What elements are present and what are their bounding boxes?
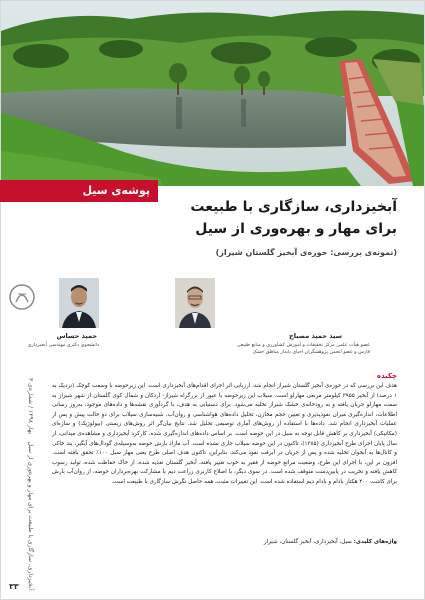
author-1-role-line-2: فارس و عضو انجمن پژوهشگران احیای پایدار مناطق خشک — [252, 350, 370, 355]
side-title: آبخیزداری، سازگاری با طبیعت برای مهار و بهره‌وری از سیل — [27, 441, 34, 590]
section-label: پوشه‌ی سیل — [0, 180, 158, 202]
author-1-name: سید حمید مصباح — [289, 332, 342, 340]
journal-logo-icon — [8, 282, 36, 312]
author-1-photo — [175, 278, 215, 328]
author-2-role: دانشجوی دکتری مهندسی آبخیزداری — [27, 343, 99, 348]
hero-photo — [1, 1, 424, 186]
page-number: ۳۳ — [9, 582, 19, 591]
keywords — [52, 539, 397, 545]
author-1-role-line-1: عضو هیأت علمی مرکز تحقیقات و آموزش کشاورزی و منابع طبیعی — [236, 343, 370, 348]
side-running-title — [10, 320, 34, 590]
article-subtitle: (نمونه‌ی بررسی: حوزه‌ی آبخیز گلستان شیراز) — [215, 248, 397, 257]
title-line-2: برای مهار و بهره‌وری از سیل — [195, 221, 397, 237]
abstract — [52, 372, 397, 488]
side-issue: بهار ۱۳۹۸ / شماره‌ی ۳ — [27, 377, 34, 434]
keywords-label: واژه‌های کلیدی: — [353, 539, 397, 545]
title-line-1: آبخیزداری، سازگاری با طبیعت — [190, 199, 397, 215]
author-2-name: حمید حساس — [56, 332, 97, 340]
author-1 — [195, 278, 370, 355]
author-2 — [27, 278, 145, 348]
author-2-photo — [59, 278, 99, 328]
abstract-body: هدف این بررسی که در حوزه‌ی آبخیز گلستان شیراز انجام شد، ارزیابی اثر اجرای اقدام‌های آبخیزداری است. این زیرحوضه با وسعت کوچک (نزدیک به ۱ درصد) از آبخیز ۳۹۵۵ کیلومتر مربعی مهارلو است. سیلاب این زیرحوضه با عبور از بزرگراه شیراز- اردکان و شمال کوی گلستان از شهر شیراز به سمت مهارلو جریان یافته و به رودخانه‌ی خشک شیراز تخلیه می‌شود. برای دستیابی به هدف، با گردآوری نقشه‌ها و داده‌های موجود، به‌روز رسانی اطلاعات، اندازه‌گیری میزان نفوذپذیری و تعیین حجم مخازن، تحلیل داده‌های هواشناسی و روان‌آب، شبیه‌سازی سیلاب برای دو حالت پیش و پس از عملیات آبخیزداری انجام شد. داده‌ها با استفاده از روش‌های آماری توصیفی تحلیل شد. نتایج بیان‌گر اثر روش‌های زیستی (بیولوژیک) و سازه‌ای (مکانیکی) آبخیزداری بر کاهش قابل توجه به سیل در این حوضه است. بر اساس داده‌های اندازه‌گیری شده، کارکرد آبخیزداری و مشاهده‌ی میدانی، از سال پایان اجرای طرح آبخیزداری (۱۳۸۵)، تاکنون در این حوضه سیلاب جاری نشده است. آب مازاد بارش حوضه به‌وسیله‌ی گودال‌های آبگیر، بند خاکی و کانال‌ها به آبخوان تخلیه شده و پس از جریان در آبرفت نفوذ می‌کند. بنابراین، تاکنون هدف اصلی طرح یعنی مهار سیل ۱۰۰٪ تحقق یافته است. افزون بر این، با اجرای این طرح، وضعیت مراتع حوضه از فقیر به خوب تغییر یافته، آبخیز گلستان تغذیه شده، از خاک حفاظت شده، تولید رسوب کاهش یافته و تخریب در پایین‌دست متوقف شده است. در سوی دیگر، با اصلاح کاربری زراعت دیم با مشارکت بهره‌برداران حوضه، از روان‌آب بارش برای کاشت ۴۰۰ هکتار بادام و بادام دیم استفاده شده است. این تغییرات مثبت، همه حاصل نگرش سازگاری با طبیعت است. — [52, 383, 397, 485]
keywords-text: سیل، آبخیزداری، آبخیز گلستان، شیراز — [263, 539, 352, 545]
side-strip — [4, 282, 40, 594]
abstract-heading: چکیده — [376, 372, 397, 380]
article-title — [67, 196, 397, 240]
